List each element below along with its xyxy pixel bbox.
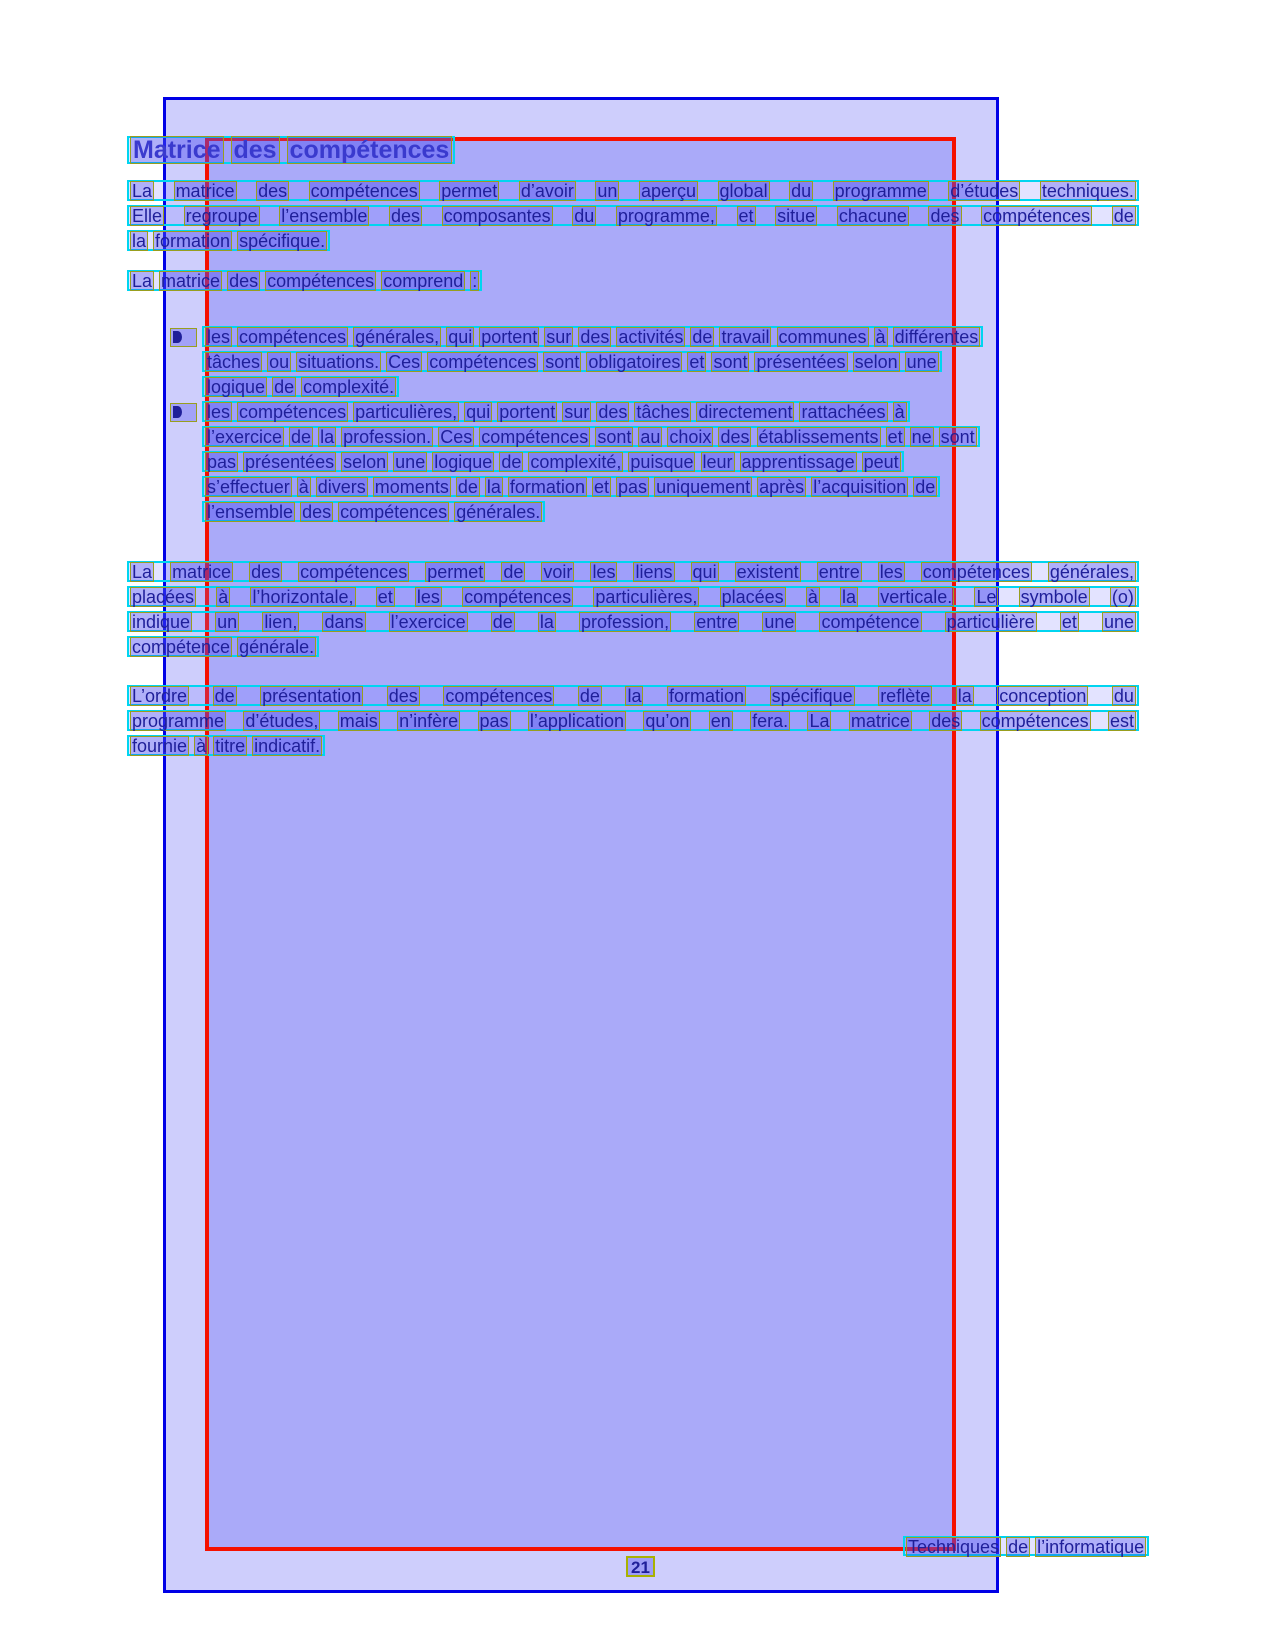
text-line	[127, 270, 482, 291]
text-line	[202, 426, 980, 447]
word-box: n’infère	[399, 711, 459, 731]
word-box: la	[539, 612, 554, 632]
paragraph-intro	[127, 180, 1139, 255]
word-box: conception	[999, 686, 1087, 706]
word-box: un	[217, 612, 238, 632]
word-box: rattachées	[801, 402, 886, 422]
word-box: activités	[618, 327, 684, 347]
word-box: symbole	[1020, 587, 1088, 607]
word-box: de	[692, 327, 713, 347]
word-box: pas	[479, 711, 509, 731]
word-box: situe	[777, 206, 816, 226]
word-box: des	[720, 427, 750, 447]
word-box: à	[807, 587, 818, 607]
word-box: une	[1103, 612, 1134, 632]
text-line	[127, 685, 1139, 706]
word-box: apprentissage	[741, 452, 855, 472]
word-box: tâches	[207, 352, 261, 372]
text-line	[202, 351, 942, 372]
bullet-icon	[170, 328, 197, 347]
word-box: particulières,	[595, 587, 698, 607]
word-box: l’ensemble	[281, 206, 368, 226]
word-box: est	[1109, 711, 1134, 731]
word-box: indique	[132, 612, 191, 632]
text-line	[202, 401, 910, 422]
word-box: à	[218, 587, 229, 607]
word-box: les	[592, 562, 616, 582]
word-box: une	[906, 352, 937, 372]
word-box: indicatif.	[254, 736, 321, 756]
word-box: compétences	[983, 206, 1091, 226]
bullet-2-text	[202, 401, 1139, 522]
word-box: des	[229, 271, 259, 291]
word-box: fera.	[752, 711, 789, 731]
footer-program-name	[903, 1536, 1163, 1560]
bullet-icon	[170, 403, 197, 422]
word-box: des	[580, 327, 610, 347]
word-box: Techniques	[908, 1537, 1000, 1557]
word-box: pas	[618, 477, 648, 497]
word-box: spécifique.	[239, 231, 326, 251]
word-box: qu’on	[645, 711, 690, 731]
word-box: La	[132, 271, 153, 291]
word-box: s’effectuer	[207, 477, 290, 497]
word-box: de	[501, 452, 522, 472]
word-box: qui	[448, 327, 473, 347]
word-box: chacune	[838, 206, 907, 226]
word-box: placées	[721, 587, 784, 607]
word-box: communes	[778, 327, 867, 347]
word-box: la	[842, 587, 857, 607]
word-box: une	[764, 612, 795, 632]
word-box: les	[207, 327, 231, 347]
word-box: la	[320, 427, 335, 447]
word-box: présentation	[262, 686, 362, 706]
word-box: matrice	[161, 271, 221, 291]
word-box: Matrice	[130, 136, 224, 164]
word-box: reflète	[880, 686, 931, 706]
word-box: L’ordre	[132, 686, 188, 706]
word-box: selon	[854, 352, 898, 372]
word-box: particulière	[946, 612, 1035, 632]
word-box: compétences	[310, 181, 418, 201]
word-box: des	[598, 402, 628, 422]
word-box: titre	[215, 736, 246, 756]
word-box: pas	[207, 452, 237, 472]
word-box: au	[640, 427, 661, 447]
word-box: des	[390, 206, 420, 226]
word-box: les	[416, 587, 440, 607]
text-line	[202, 376, 399, 397]
word-box: entre	[696, 612, 738, 632]
word-box: compétences	[429, 352, 537, 372]
word-box: d’études,	[245, 711, 319, 731]
paragraph-matrix-links	[127, 561, 1139, 661]
word-box: compétences	[239, 327, 347, 347]
word-box: du	[1113, 686, 1134, 706]
text-line	[127, 710, 1139, 731]
word-box: de	[1008, 1537, 1029, 1557]
word-box: obligatoires	[588, 352, 681, 372]
word-box: divers	[317, 477, 366, 497]
word-box: sont	[940, 427, 975, 447]
word-box: permet	[427, 562, 484, 582]
word-box: aperçu	[640, 181, 696, 201]
word-box: des	[258, 181, 288, 201]
word-box: sont	[545, 352, 580, 372]
word-box: compétence	[821, 612, 920, 632]
word-box: uniquement	[656, 477, 751, 497]
word-box: ne	[911, 427, 932, 447]
word-box: des	[388, 686, 418, 706]
word-box: de	[579, 686, 600, 706]
word-box: qui	[692, 562, 717, 582]
text-line	[202, 326, 983, 347]
word-box: différentes	[894, 327, 979, 347]
word-box: liens	[635, 562, 673, 582]
word-box: compétences	[340, 502, 448, 522]
word-box: de	[492, 612, 513, 632]
word-box: directement	[698, 402, 793, 422]
word-box: générale.	[239, 637, 315, 657]
word-box: mais	[339, 711, 378, 731]
word-box: formation	[669, 686, 745, 706]
word-box: situations.	[298, 352, 380, 372]
word-box: composantes	[443, 206, 551, 226]
word-box: les	[207, 402, 231, 422]
word-box: spécifique	[771, 686, 853, 706]
word-box: formation	[509, 477, 585, 497]
text-line	[127, 136, 455, 164]
word-box: choix	[669, 427, 712, 447]
text-line	[127, 611, 1139, 632]
word-box: voir	[543, 562, 573, 582]
word-box: peut	[863, 452, 899, 472]
word-box: existent	[736, 562, 799, 582]
word-box: profession,	[581, 612, 670, 632]
word-box: l’horizontale,	[252, 587, 354, 607]
word-box: travail	[721, 327, 770, 347]
word-box: moments	[374, 477, 449, 497]
word-box: de	[274, 377, 295, 397]
word-box: de	[915, 477, 936, 497]
word-box: compétences	[287, 136, 453, 164]
word-box: compétences	[481, 427, 589, 447]
word-box: programme	[834, 181, 927, 201]
word-box: tâches	[636, 402, 690, 422]
word-box: à	[875, 327, 886, 347]
word-box: logique	[207, 377, 266, 397]
text-line	[127, 205, 1139, 226]
word-box: compétences	[981, 711, 1089, 731]
word-box: des	[231, 136, 280, 164]
word-box: matrice	[850, 711, 910, 731]
word-box: techniques.	[1041, 181, 1134, 201]
word-box: des	[302, 502, 332, 522]
word-box: La	[809, 711, 830, 731]
word-box: présentées	[756, 352, 846, 372]
word-box: qui	[466, 402, 491, 422]
word-box: et	[377, 587, 393, 607]
word-box: sur	[564, 402, 590, 422]
word-box: sur	[546, 327, 572, 347]
word-box: présentées	[245, 452, 335, 472]
word-box: compétences	[464, 587, 572, 607]
page-title	[127, 136, 1139, 168]
word-box: la	[132, 231, 147, 251]
word-box: regroupe	[185, 206, 258, 226]
word-box: à	[298, 477, 309, 497]
word-box: d’études	[950, 181, 1019, 201]
word-box: de	[457, 477, 478, 497]
word-box: d’avoir	[520, 181, 574, 201]
word-box: placées	[132, 587, 195, 607]
word-box: Ces	[388, 352, 421, 372]
word-box: de	[214, 686, 235, 706]
word-box: La	[132, 562, 153, 582]
word-box: compétences	[445, 686, 553, 706]
word-box: du	[574, 206, 595, 226]
word-box: et	[1061, 612, 1077, 632]
text-line	[202, 451, 904, 472]
word-box: du	[791, 181, 812, 201]
word-box: établissements	[758, 427, 879, 447]
word-box: matrice	[172, 562, 232, 582]
word-box: Le	[976, 587, 997, 607]
word-box: compétences	[239, 402, 347, 422]
word-box: et	[887, 427, 903, 447]
word-box: des	[251, 562, 281, 582]
text-line	[127, 180, 1139, 201]
word-box: en	[710, 711, 731, 731]
word-box: générales.	[456, 502, 541, 522]
word-box: de	[503, 562, 524, 582]
text-line	[127, 735, 325, 756]
word-box: (o)	[1111, 587, 1134, 607]
word-box: sont	[597, 427, 632, 447]
word-box: de	[1113, 206, 1134, 226]
bullet-item-1	[127, 326, 1139, 401]
word-box: de	[291, 427, 312, 447]
paragraph-order-note	[127, 685, 1139, 760]
text-line	[903, 1536, 1149, 1556]
word-box: la	[486, 477, 501, 497]
word-box: compétences	[922, 562, 1030, 582]
text-line	[127, 561, 1139, 582]
word-box: sont	[713, 352, 748, 372]
word-box: verticale.	[880, 587, 953, 607]
word-box: après	[759, 477, 805, 497]
word-box: une	[395, 452, 426, 472]
word-box: permet	[441, 181, 498, 201]
word-box: logique	[434, 452, 493, 472]
word-box: fournie	[132, 736, 188, 756]
word-box: compétences	[267, 271, 375, 291]
word-box: matrice	[175, 181, 235, 201]
word-box: compétences	[300, 562, 408, 582]
word-box: La	[132, 181, 153, 201]
text-line	[202, 476, 940, 497]
word-box: complexité.	[303, 377, 395, 397]
word-box: programme	[132, 711, 225, 731]
word-box: comprend	[383, 271, 464, 291]
word-box: compétence	[132, 637, 231, 657]
text-line	[127, 586, 1139, 607]
word-box: et	[738, 206, 754, 226]
word-box: :	[472, 271, 478, 291]
word-box: générales,	[355, 327, 440, 347]
word-box: l’exercice	[207, 427, 283, 447]
word-box: des	[931, 711, 961, 731]
word-box: lien,	[264, 612, 298, 632]
word-box: portent	[499, 402, 556, 422]
bullet-1-text	[202, 326, 1139, 397]
page-number: 21	[626, 1556, 655, 1577]
text-line	[127, 230, 330, 251]
word-box: profession.	[343, 427, 432, 447]
word-box: portent	[481, 327, 538, 347]
word-box: des	[930, 206, 960, 226]
word-box: les	[879, 562, 903, 582]
word-box: la	[627, 686, 642, 706]
word-box: l’application	[529, 711, 624, 731]
paragraph-list-lead	[127, 270, 1139, 295]
text-line	[202, 501, 545, 522]
word-box: global	[719, 181, 768, 201]
word-box: ou	[269, 352, 290, 372]
word-box: formation	[155, 231, 231, 251]
word-box: complexité,	[530, 452, 622, 472]
word-box: puisque	[630, 452, 694, 472]
word-box: un	[597, 181, 618, 201]
text-line	[127, 636, 319, 657]
word-box: la	[957, 686, 972, 706]
word-box: particulières,	[355, 402, 458, 422]
word-box: entre	[818, 562, 860, 582]
word-box: Elle	[132, 206, 163, 226]
word-box: et	[689, 352, 705, 372]
word-box: générales,	[1049, 562, 1134, 582]
word-box: à	[894, 402, 905, 422]
word-box: l’exercice	[390, 612, 466, 632]
word-box: l’informatique	[1037, 1537, 1145, 1557]
word-box: leur	[702, 452, 733, 472]
word-box: et	[593, 477, 609, 497]
word-box: dans	[324, 612, 364, 632]
word-box: selon	[343, 452, 387, 472]
word-box: Ces	[440, 427, 473, 447]
bullet-item-2	[127, 401, 1139, 526]
word-box: programme,	[617, 206, 715, 226]
word-box: à	[196, 736, 207, 756]
word-box: l’ensemble	[207, 502, 294, 522]
word-box: l’acquisition	[813, 477, 907, 497]
